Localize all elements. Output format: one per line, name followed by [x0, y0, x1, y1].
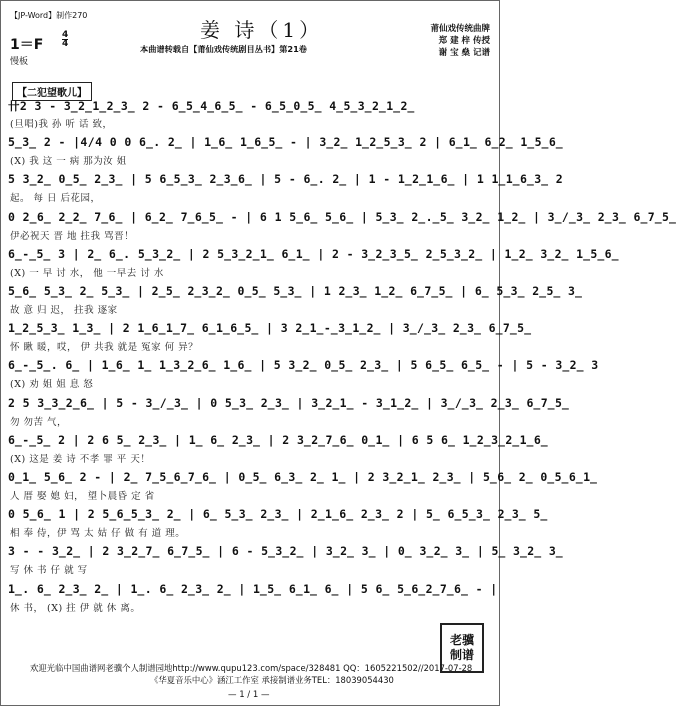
notation-line: 6̲-̲5̲. 6̲ | 1̲6̲ 1̲ 1̲3̲2̲6̲ 1̲6̲ | 5 3̲2̲ 0̲5̲ 2̲3̲ | 5 6̲5̲ 6̲5̲ - | 5 - 3̲2̲ 3	[8, 358, 599, 373]
notation-line: 0 2̲6̲ 2̲2̲ 7̲6̲ | 6̲2̲ 7̲6̲5̲ - | 6 1 5̲6̲ 5̲6̲ | 5̲3̲ 2̲.̲5̲ 3̲2̲ 1̲2̲ | 3̲/̲3̲ 2̲3̲ 6̲7̲5̲	[8, 209, 676, 224]
credit-line-2: 郑 建 梓 传授	[438, 36, 490, 46]
stamp-line-2: 制谱	[449, 648, 474, 662]
time-sig-bottom: 4	[62, 39, 69, 49]
subtitle: 本曲谱转载自【莆仙戏传统剧目丛书】第21卷	[140, 44, 307, 54]
source-tag: 【JP-Word】制作270	[10, 11, 88, 20]
page-number: — 1 / 1 —	[228, 690, 270, 700]
notation-line: 3 - - 3̲2̲ | 2 3̲2̲7̲ 6̲7̲5̲ | 6 - 5̲3̲2̲ | 3̲2̲ 3̲ | 0̲ 3̲2̲ 3̲ | 5̲ 3̲2̲ 3̲	[8, 544, 564, 559]
lyrics-line: 伊必祝天 晋 地 拄我 骂晋！	[10, 230, 135, 242]
lyrics-line: 人 厝 娶 媳 妇， 望卜晨昏 定 省	[10, 491, 155, 502]
notation-line: 6̲-̲5̲ 2 | 2 6 5̲ 2̲3̲ | 1̲ 6̲ 2̲3̲ | 2 3̲2̲7̲6̲ 0̲1̲ | 6 5 6̲ 1̲2̲3̲2̲1̲6̲	[8, 432, 549, 447]
tempo-marking: 慢板	[10, 57, 29, 67]
time-signature	[62, 31, 68, 48]
footer-line-2: 《华夏音乐中心》涵江工作室 承接制谱业务TEL：18039054430	[150, 675, 394, 685]
notation-line: 5̲3̲ 2 - |4/4 0 0 6̲. 2̲ | 1̲6̲ 1̲6̲5̲ - | 3̲2̲ 1̲2̲5̲3̲ 2 | 6̲1̲ 6̲2̲ 1̲5̲6̲	[8, 135, 564, 150]
lyrics-line: 故 意 归 迟， 拄我 逐家	[10, 305, 118, 316]
lyrics-line: (X) 劝 姐 姐 息 怒	[10, 379, 94, 391]
credit-line-3: 谢 宝 燊 记谱	[438, 48, 490, 58]
key-signature: 1＝F	[10, 37, 44, 53]
notation-line: 1̲. 6̲ 2̲3̲ 2̲ | 1̲. 6̲ 2̲3̲ 2̲ | 1̲5̲ 6̲1̲ 6̲ | 5 6̲ 5̲6̲2̲7̲6̲ - |	[8, 581, 498, 596]
time-sig-top: 4	[62, 30, 69, 40]
notation-line: 5 3̲2̲ 0̲5̲ 2̲3̲ | 5 6̲5̲3̲ 2̲3̲6̲ | 5 - 6̲. 2̲ | 1 - 1̲2̲1̲6̲ | 1 1̲1̲6̲3̲ 2	[8, 172, 564, 187]
notation-line: 6̲-̲5̲ 3 | 2̲ 6̲. 5̲3̲2̲ | 2 5̲3̲2̲1̲ 6̲1̲ | 2 - 3̲2̲3̲5̲ 2̲5̲3̲2̲ | 1̲2̲ 3̲2̲ 1̲5̲6̲	[8, 246, 619, 261]
lyrics-line: 写 休 书 仔 就 写	[10, 565, 88, 577]
lyrics-line: (X) 这是 姜 诗 不孝 罪 平 天！	[10, 453, 151, 465]
tune-label: 【二犯望歌儿】	[12, 82, 92, 101]
notation-line: 卄2 3 - 3̲2̲1̲2̲3̲ 2 - 6̲5̲4̲6̲5̲ - 6̲5̲0̲5̲ 4̲5̲3̲2̲1̲2̲	[8, 99, 415, 113]
notation-line: 5̲6̲ 5̲3̲ 2̲ 5̲3̲ | 2̲5̲ 2̲3̲2̲ 0̲5̲ 5̲3̲ | 1 2̲3̲ 1̲2̲ 6̲7̲5̲ | 6̲ 5̲3̲ 2̲5̲ 3̲	[8, 284, 583, 298]
lyrics-line: 勿 勿苦 气，	[10, 416, 68, 428]
notation-line: 0 5̲6̲ 1 | 2 5̲6̲5̲3̲ 2̲ | 6̲ 5̲3̲ 2̲3̲ | 2̲1̲6̲ 2̲3̲ 2 | 5̲ 6̲5̲3̲ 2̲3̲ 5̲	[8, 507, 548, 522]
lyrics-line: (旦唱)我 孙 听 话 致，	[10, 119, 113, 130]
lyrics-line: 相 奉 侍，伊 骂 太 姑 仔 做 有 道 理。	[10, 528, 186, 540]
stamp-line-1: 老骥	[449, 633, 474, 647]
notation-line: 2 5 3̲3̲2̲6̲ | 5 - 3̲/̲3̲ | 0 5̲3̲ 2̲3̲ | 3̲2̲1̲ - 3̲1̲2̲ | 3̲/̲3̲ 2̲3̲ 6̲7̲5̲	[8, 395, 570, 410]
lyrics-line: 休 书， (X) 拄 伊 就 休 离。	[10, 602, 141, 614]
credit-line-1: 莆仙戏传统曲牌	[430, 24, 490, 34]
lyrics-line: (X) 一 早 讨 水， 他 一早去 讨 水	[10, 267, 164, 279]
page-title: 姜 诗（1）	[200, 18, 324, 42]
lyrics-line: 怀 瞅 暖，哎， 伊 共我 就是 冤家 何 异？	[10, 342, 199, 354]
notation-line: 0̲1̲ 5̲6̲ 2 - | 2̲ 7̲5̲6̲7̲6̲ | 0̲5̲ 6̲3̲ 2̲ 1̲ | 2 3̲2̲1̲ 2̲3̲ | 5̲6̲ 2̲ 0̲5̲6̲1̲	[8, 470, 598, 484]
lyrics-line: 起。 每 日 后花园，	[10, 193, 101, 205]
footer-line-1: 欢迎光临中国曲谱网老骥个人制谱园地http://www.qupu123.com/space/328481 QQ：1605221502//2017-07-28	[30, 663, 473, 673]
lyrics-line: (X) 我 这 一 病 那为汝 姐	[10, 156, 127, 168]
notation-line: 1̲2̲5̲3̲ 1̲3̲ | 2 1̲6̲1̲7̲ 6̲1̲6̲5̲ | 3 2̲1̲-̲3̲1̲2̲ | 3̲/̲3̲ 2̲3̲ 6̲7̲5̲	[8, 321, 532, 336]
